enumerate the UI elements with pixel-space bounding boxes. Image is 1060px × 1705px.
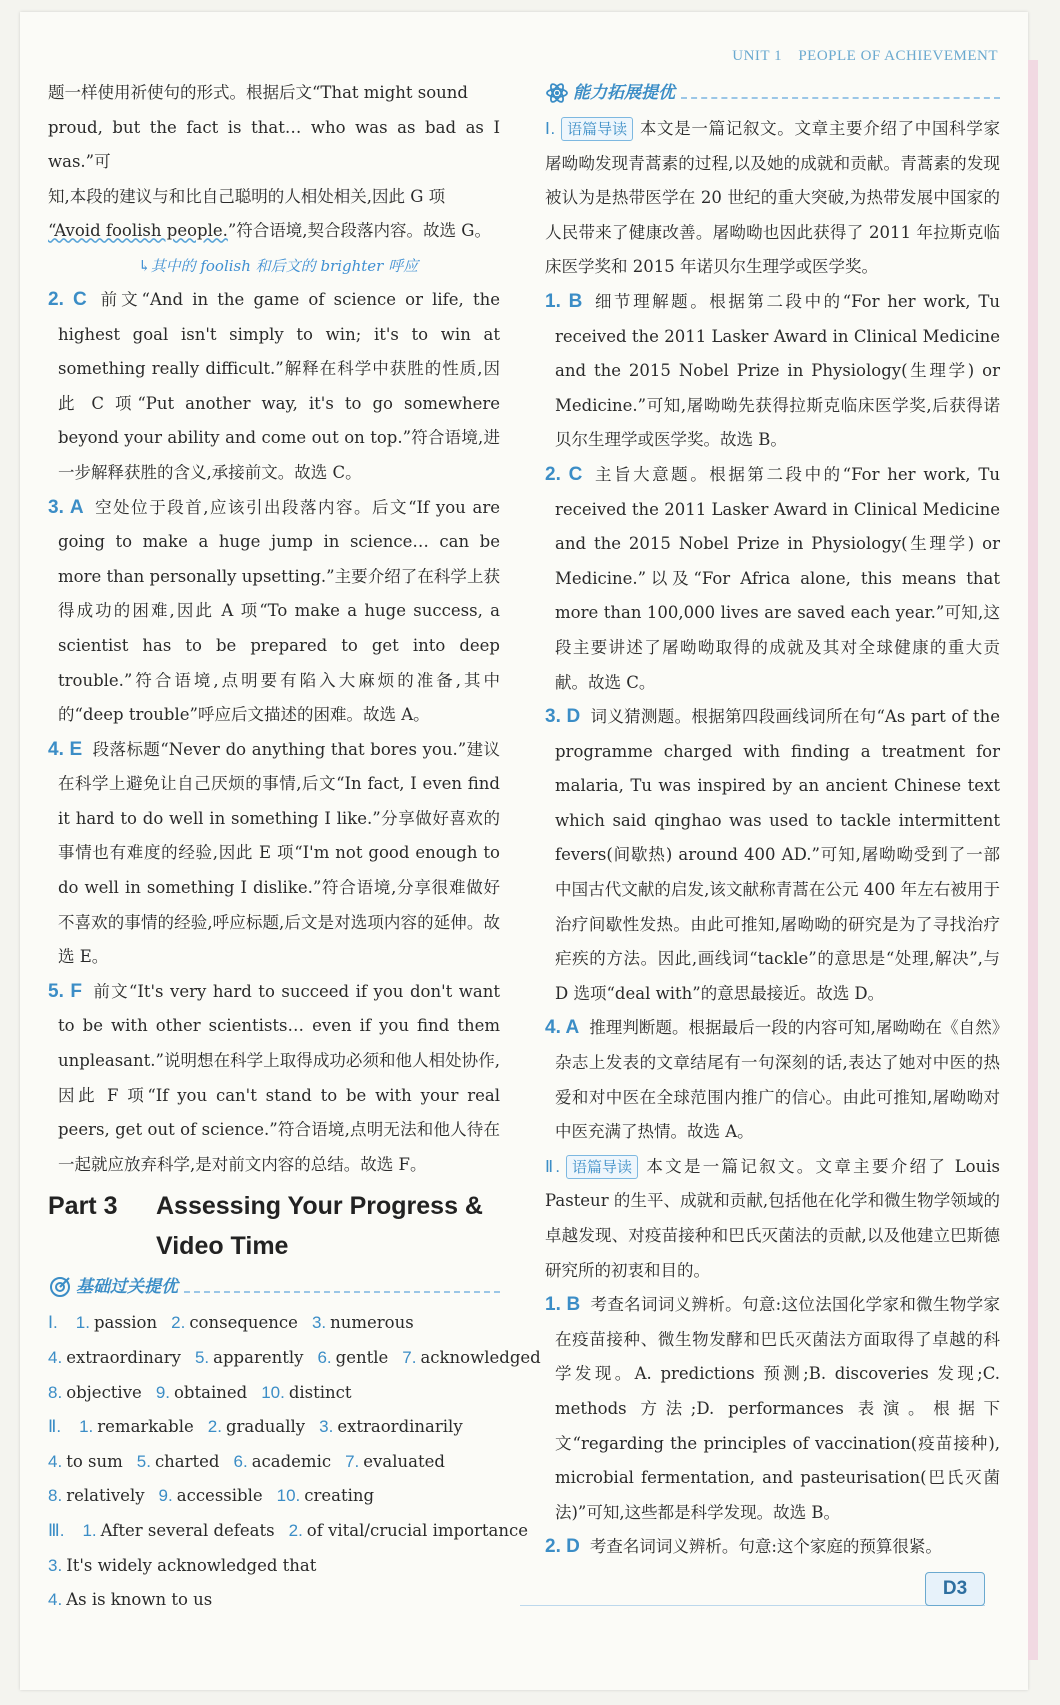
left-column: [48, 76, 541, 1618]
part-label: Part 3: [48, 1192, 118, 1221]
answer-text: gentle: [335, 1348, 389, 1367]
item-text: 考查名词词义辨析。句意:这个家庭的预算很紧。: [589, 1537, 942, 1557]
answer-row: [48, 1479, 500, 1514]
answer-row: [48, 1514, 529, 1549]
item-3: [48, 491, 500, 733]
item-text: 推理判断题。根据最后一段的内容可知,屠呦呦在《自然》杂志上发表的文章结尾有一句深刻的话,表达了她对中医的热爱和对中医在全球范围内推广的信心。由此可推知,屠呦呦对中医充满了热情。故选 A。: [555, 1018, 1001, 1142]
answer-text: apparently: [213, 1348, 304, 1367]
title-rule: [184, 1281, 500, 1293]
basic-title-text: 基础过关提优: [76, 1277, 178, 1297]
answer-text: of vital/crucial importance: [306, 1520, 529, 1540]
answer-row: [48, 1583, 500, 1618]
answer-number: 6.: [317, 1348, 332, 1367]
answer-text: objective: [66, 1382, 142, 1402]
item-text: 词义猜测题。根据第四段画线词所在句“As part of the programme charged with finding a treatment for malaria, Tu was inspired by an ancient Chinese text which said qinghao was used to tackle intermittent fevers(间歇热) around 400 AD.”可知,屠呦呦受到了一部中国古代文献的启发,该文献称青蒿在公元 400 年左右被用于治疗间歇性发热。由此可推知,屠呦呦的研究是为了寻找治疗疟疾的方法。因此,画线词“tackle”的意思是“处理,解决”,与 D 选项“deal with”的意思最接近。故选 D。: [555, 707, 1000, 1003]
answer-row: [48, 1306, 500, 1341]
answer-text: extraordinarily: [337, 1417, 463, 1437]
para0-line4: [48, 214, 500, 249]
answer-text: As is known to us: [66, 1590, 213, 1610]
r2-item-1: [545, 1288, 1000, 1530]
answer-text: It's widely acknowledged that: [66, 1555, 317, 1575]
passage1-guide: [545, 112, 1000, 285]
answer-text: passion: [93, 1313, 158, 1333]
item-number: 5. F: [48, 980, 83, 1002]
ext-title-text: 能力拓展提优: [573, 82, 675, 102]
answer-number: 5.: [194, 1348, 210, 1367]
answer-number: Ⅱ.: [48, 1417, 62, 1437]
answer-number: 2.: [207, 1417, 222, 1437]
item-number: 4. A: [545, 1017, 580, 1039]
atom-icon: [545, 81, 569, 105]
page-edge-strip: [1028, 60, 1038, 1660]
page-number: D3: [925, 1572, 985, 1606]
answer-number: 4.: [48, 1348, 63, 1367]
item-text: 前文“And in the game of science or life, the highest goal isn't simply to win; it's to win at something really difficult.”解释在科学中获胜的性质,因此 C 项“Put another way, it's to go somewhere beyond your ability and come out on top.”符合语境,进一步解释获胜的含义,承接前文。故选 C。: [58, 289, 500, 482]
item-number: 4. E: [48, 738, 83, 760]
ext-section-title: [545, 76, 1000, 110]
item-2: [48, 283, 500, 491]
answer-row: [48, 1410, 500, 1445]
para0-line3: 知,本段的建议与和比自己聪明的人相处相关,因此 G 项: [48, 186, 446, 206]
unit-label: UNIT 1: [732, 48, 783, 64]
part-heading: [48, 1186, 500, 1266]
answer-text: accessible: [176, 1486, 263, 1506]
guide-text: 本文是一篇记叙文。文章主要介绍了 Louis Pasteur 的生平、成就和贡献,包括他在化学和微生物学领域的卓越发现、对疫苗接种和巴氏灭菌法的贡献,以及他建立巴斯德研究所的初衷和目的。: [545, 1156, 1000, 1280]
running-header: [720, 48, 998, 65]
answer-text: consequence: [189, 1313, 298, 1333]
section-roman: Ⅱ.: [545, 1157, 561, 1176]
answer-text: obtained: [174, 1382, 248, 1402]
answer-text: relatively: [66, 1486, 145, 1506]
answer-number: 7.: [402, 1348, 417, 1367]
r2-item-2: [545, 1530, 1000, 1565]
answer-key: [48, 1306, 541, 1617]
item-4: [48, 733, 500, 975]
answer-number: Ⅰ.: [48, 1313, 58, 1333]
item-number: 1. B: [545, 1294, 581, 1316]
answer-number: Ⅲ.: [48, 1520, 65, 1540]
answer-text: remarkable: [97, 1417, 194, 1437]
answer-row: [48, 1376, 500, 1411]
answer-text: acknowledged: [420, 1348, 541, 1367]
title-rule: [681, 87, 1000, 99]
answer-number: 9.: [155, 1382, 170, 1402]
answer-number: 5.: [136, 1451, 151, 1471]
answer-number: 7.: [345, 1451, 360, 1471]
right-column: [545, 76, 1000, 1565]
target-icon: [48, 1275, 72, 1299]
item-number: 2. C: [545, 463, 583, 485]
r-item-3: [545, 700, 1000, 1011]
item-number: 3. D: [545, 706, 581, 728]
basic-section-title: [48, 1270, 500, 1304]
answer-text: extraordinary: [66, 1348, 181, 1367]
passage2-guide: [545, 1150, 1000, 1288]
r-item-4: [545, 1011, 1000, 1149]
item-text: 考查名词词义辨析。句意:这位法国化学家和微生物学家在疫苗接种、微生物发酵和巴氏灭菌法方面取得了卓越的科学发现。A. predictions 预测;B. discoveries 发现;C. methods 方法;D. performances 表演。根据下文“regarding the principles of vaccination(疫苗接种), microbial fermentation, and pasteurisation(巴氏灭菌法)”可知,这些都是科学发现。故选 B。: [555, 1295, 1000, 1522]
answer-text: After several defeats: [100, 1520, 275, 1540]
part-title: Assessing Your Progress & Video Time: [156, 1192, 483, 1261]
answer-number: 10.: [261, 1382, 285, 1402]
handwritten-note: ↳其中的 foolish 和后文的 brighter 呼应: [138, 256, 419, 275]
answer-number: 8.: [48, 1382, 63, 1402]
answer-number: 2.: [171, 1313, 186, 1333]
answer-row: [48, 1341, 541, 1376]
answer-text: academic: [251, 1451, 332, 1471]
para0-line2: proud, but the fact is that… who was as bad as I was.”可: [48, 117, 500, 172]
section-roman: Ⅰ.: [545, 120, 556, 138]
para0-line1: 题一样使用祈使句的形式。根据后文“That might sound: [48, 83, 468, 102]
answer-row: [48, 1445, 500, 1480]
r-item-1: [545, 285, 1000, 458]
answer-number: 4.: [48, 1590, 63, 1610]
para0-line4-rest: ”符合语境,契合段落内容。故选 G。: [227, 221, 491, 241]
answer-text: charted: [154, 1451, 220, 1471]
item-number: 2. D: [545, 1536, 580, 1558]
answer-number: 3.: [319, 1417, 334, 1437]
item-text: 前文“It's very hard to succeed if you don't want to be with other scientists… even if you find them unpleasant.”说明想在科学上取得成功必须和他人相处协作,因此 F 项“If you can't stand to be with your real peers, get out of science.”符合语境,点明无法和他人待在一起就应放弃科学,是对前文内容的总结。故选 F。: [58, 981, 500, 1174]
guide-text: 本文是一篇记叙文。文章主要介绍了中国科学家屠呦呦发现青蒿素的过程,以及她的成就和贡献。青蒿素的发现被认为是热带医学在 20 世纪的重大突破,为热带发展中国家的人民带来了健康改善。屠呦呦也因此获得了 2011 年拉斯克临床医学奖和 2015 年诺贝尔生理学或医学奖。: [545, 119, 1001, 277]
item-number: 2. C: [48, 288, 87, 310]
answer-number: 2.: [288, 1520, 303, 1540]
item-text: 主旨大意题。根据第二段中的“For her work, Tu received the 2011 Lasker Award in Clinical Medicine and the 2015 Nobel Prize in Physiology(生理学) or Medicine.”以及“For Africa alone, this means that more than 100,000 lives are saved each year.”可知,这段主要讲述了屠呦呦取得的成就及其对全球健康的重大贡献。故选 C。: [555, 464, 1000, 692]
item-text: 细节理解题。根据第二段中的“For her work, Tu received the 2011 Lasker Award in Clinical Medicine and the 2015 Nobel Prize in Physiology(生理学) or Medicine.”可知,屠呦呦先获得拉斯克临床医学奖,后获得诺贝尔生理学或医学奖。故选 B。: [555, 291, 1000, 450]
answer-number: 1.: [82, 1520, 97, 1540]
answer-number: 8.: [48, 1486, 63, 1506]
note-text: 其中的 foolish 和后文的 brighter 呼应: [150, 256, 419, 275]
item-text: 空处位于段首,应该引出段落内容。后文“If you are going to make a huge jump in science… can be more than personally upsetting.”主要介绍了在科学上获得成功的困难,因此 A 项“To make a huge success, a scientist has to be prepared to get into deep trouble.”符合语境,点明要有陷入大麻烦的准备,其中的“deep trouble”呼应后文描述的困难。故选 A。: [58, 497, 501, 725]
answer-text: distinct: [288, 1382, 352, 1402]
answer-text: evaluated: [363, 1451, 445, 1471]
item-number: 1. B: [545, 290, 583, 312]
answer-text: numerous: [330, 1313, 414, 1333]
guide-tag: 语篇导读: [566, 1155, 638, 1179]
item-number: 3. A: [48, 496, 84, 518]
footer-rule: [520, 1605, 985, 1606]
answer-text: creating: [304, 1486, 375, 1506]
answer-text: to sum: [66, 1451, 123, 1471]
answer-number: 3.: [311, 1313, 327, 1333]
answer-text: gradually: [225, 1417, 306, 1437]
answer-number: 4.: [48, 1451, 63, 1471]
r-item-2: [545, 458, 1000, 700]
answer-number: 1.: [75, 1313, 90, 1333]
answer-number: 9.: [158, 1486, 173, 1506]
underlined-quote: “Avoid foolish people.: [48, 221, 228, 241]
answer-number: 10.: [276, 1486, 301, 1506]
answer-number: 6.: [233, 1451, 248, 1471]
guide-tag: 语篇导读: [561, 117, 633, 141]
answer-number: 1.: [79, 1417, 94, 1437]
item-text: 段落标题“Never do anything that bores you.”建议在科学上避免让自己厌烦的事情,后文“In fact, I even find it hard to do well in something I like.”分享做好喜欢的事情也有难度的经验,因此 E 项“I'm not good enough to do well in something I dislike.”符合语境,分享很难做好不喜欢的事情的经验,呼应标题,后文是对选项内容的延伸。故选 E。: [58, 739, 500, 967]
unit-title: PEOPLE OF ACHIEVEMENT: [798, 48, 998, 64]
item-5: [48, 975, 500, 1183]
answer-number: 3.: [48, 1555, 63, 1575]
answer-row: [48, 1549, 500, 1584]
